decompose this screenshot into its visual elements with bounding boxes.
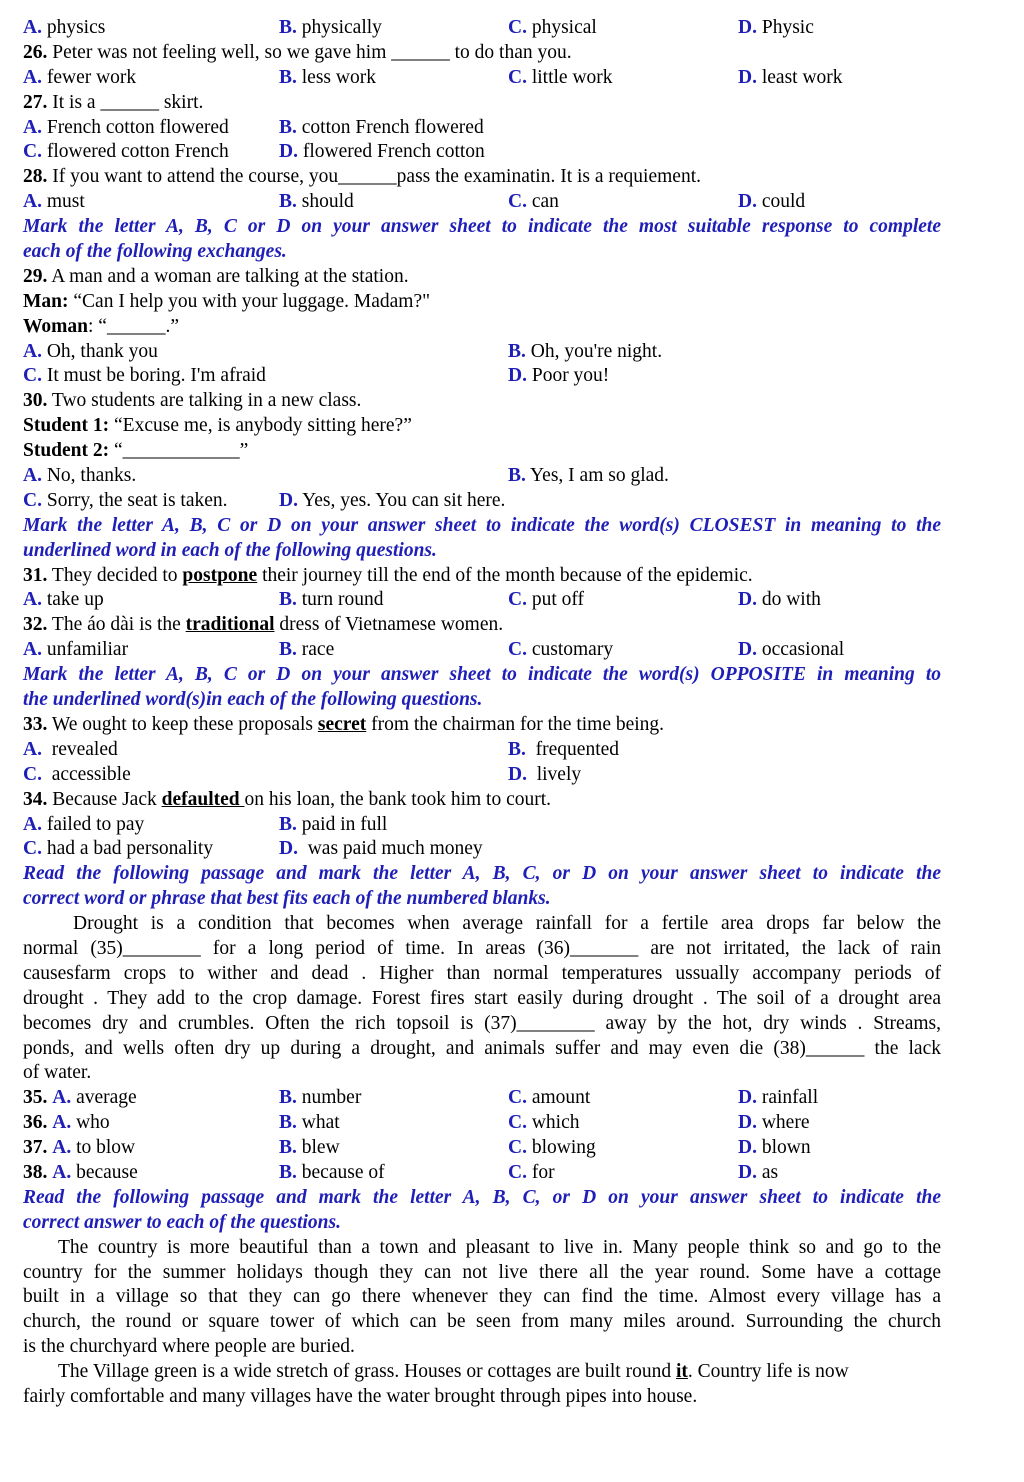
option-letter: C. bbox=[508, 1112, 527, 1134]
q31-text-post: their journey till the end of the month because of the epidemic. bbox=[262, 564, 753, 586]
q30-options-row2 bbox=[23, 489, 941, 514]
option-letter: C. bbox=[508, 191, 527, 213]
q34-text-pre: Because Jack bbox=[52, 788, 157, 810]
q26-text: Peter was not feeling well, so we gave him ______ to do than you. bbox=[52, 41, 572, 63]
q29-dialogue-man bbox=[23, 290, 941, 315]
q28-option-d: could bbox=[761, 191, 806, 213]
passage2-line: church, the round or square tower of which can be seen from many miles around. Surrounding the church bbox=[23, 1311, 941, 1333]
q33-underlined-word: secret bbox=[317, 713, 367, 735]
q30-student2-line: “____________” bbox=[114, 440, 249, 462]
passage1-line: Drought is a condition that becomes when average rainfall for a fertile area drops far below the bbox=[73, 913, 941, 935]
option-letter: D. bbox=[738, 191, 757, 213]
option-letter: B. bbox=[279, 191, 297, 213]
exam-page bbox=[23, 16, 941, 1410]
option-letter: A. bbox=[23, 116, 42, 138]
q27-stem bbox=[23, 91, 941, 116]
option-letter: B. bbox=[279, 1161, 297, 1183]
q29-stem bbox=[23, 265, 941, 290]
question-number: 34. bbox=[23, 788, 48, 810]
q34-options-row1 bbox=[23, 813, 941, 838]
q27-text: It is a ______ skirt. bbox=[52, 91, 204, 113]
q33-option-d: lively bbox=[536, 763, 582, 785]
q27-option-d: flowered French cotton bbox=[302, 141, 485, 163]
speaker-label: Man: bbox=[23, 290, 69, 312]
option-letter: A. bbox=[23, 589, 42, 611]
q36-options bbox=[23, 1111, 941, 1136]
instruction-passage1-line1: Read the following passage and mark the letter A, B, C, or D on your answer sheet to indicate the bbox=[23, 863, 941, 885]
q32-underlined-word: traditional bbox=[185, 614, 275, 636]
option-letter: A. bbox=[23, 465, 42, 487]
q31-stem bbox=[23, 564, 941, 589]
q25-option-d: Physic bbox=[761, 17, 814, 38]
q35-options bbox=[23, 1086, 941, 1111]
q32-option-a: unfamiliar bbox=[46, 639, 129, 661]
q32-stem bbox=[23, 613, 941, 638]
q28-options bbox=[23, 190, 941, 215]
question-number: 26. bbox=[23, 41, 48, 63]
option-letter: D. bbox=[738, 1087, 757, 1109]
q31-options bbox=[23, 588, 941, 613]
option-letter: A. bbox=[23, 738, 42, 760]
option-letter: B. bbox=[279, 17, 297, 38]
option-letter: A. bbox=[23, 340, 42, 362]
option-letter: C. bbox=[23, 365, 42, 387]
instruction-passage2-line2: correct answer to each of the questions. bbox=[23, 1211, 341, 1233]
question-number: 38. bbox=[23, 1161, 48, 1183]
passage1-line: becomes dry and crumbles. Often the rich topsoil is (37)________ away by the hot, dry winds . Streams, bbox=[23, 1012, 941, 1034]
q31-underlined-word: postpone bbox=[182, 564, 258, 586]
q32-option-b: race bbox=[301, 639, 335, 661]
option-letter: A. bbox=[52, 1112, 72, 1134]
q26-option-c: little work bbox=[531, 66, 613, 88]
q34-option-b: paid in full bbox=[301, 813, 388, 835]
option-letter: C. bbox=[23, 141, 42, 163]
q33-text-pre: We ought to keep these proposals bbox=[51, 713, 313, 735]
q34-stem bbox=[23, 788, 941, 813]
q30-option-a: No, thanks. bbox=[46, 465, 137, 487]
question-number: 28. bbox=[23, 166, 48, 188]
q28-text: If you want to attend the course, you______pass the examinatin. It is a requiement. bbox=[52, 166, 701, 188]
q35-option-a: average bbox=[76, 1087, 137, 1109]
instruction-closest-line1: Mark the letter A, B, C or D on your answer sheet to indicate the word(s) CLOSEST in meaning to the bbox=[23, 514, 941, 536]
passage2b-pre: The Village green is a wide stretch of grass. Houses or cottages are built round bbox=[58, 1361, 672, 1383]
option-letter: C. bbox=[508, 589, 527, 611]
q34-text-post: on his loan, the bank took him to court. bbox=[244, 788, 552, 810]
q26-options bbox=[23, 66, 941, 91]
passage2b-post: . Country life is now bbox=[687, 1361, 849, 1383]
q38-option-d: as bbox=[761, 1161, 779, 1183]
passage2-line: country for the summer holidays though they can not live there all the year round. Some have a cottage bbox=[23, 1261, 941, 1283]
option-letter: A. bbox=[23, 813, 42, 835]
option-letter: B. bbox=[508, 340, 526, 362]
q29-text: A man and a woman are talking at the station. bbox=[51, 265, 409, 287]
q29-man-line: “Can I help you with your luggage. Madam?" bbox=[73, 290, 431, 312]
q28-option-b: should bbox=[301, 191, 354, 213]
q36-option-a: who bbox=[76, 1112, 110, 1134]
q31-option-c: put off bbox=[531, 589, 585, 611]
option-letter: D. bbox=[279, 489, 298, 511]
q38-option-c: for bbox=[531, 1161, 555, 1183]
option-letter: B. bbox=[279, 1137, 297, 1159]
q33-option-a: revealed bbox=[51, 738, 118, 760]
q33-option-b: frequented bbox=[535, 738, 620, 760]
question-number: 36. bbox=[23, 1112, 48, 1134]
q33-option-c: accessible bbox=[51, 763, 131, 785]
q27-option-a: French cotton flowered bbox=[46, 116, 229, 138]
option-letter: A. bbox=[23, 17, 42, 38]
speaker-label: Student 2: bbox=[23, 440, 110, 462]
question-number: 29. bbox=[23, 265, 48, 287]
q32-text-post: dress of Vietnamese women. bbox=[279, 614, 504, 636]
q32-options bbox=[23, 638, 941, 663]
instruction-closest-line2: underlined word in each of the following questions. bbox=[23, 539, 437, 561]
option-letter: C. bbox=[508, 639, 527, 661]
passage1-line: of water. bbox=[23, 1062, 92, 1084]
option-letter: B. bbox=[508, 465, 526, 487]
question-number: 30. bbox=[23, 390, 48, 412]
passage2-paragraph2-line1 bbox=[23, 1360, 941, 1385]
q31-option-d: do with bbox=[761, 589, 821, 611]
option-letter: A. bbox=[23, 66, 42, 88]
q30-option-b: Yes, I am so glad. bbox=[530, 465, 669, 487]
q25-option-b: physically bbox=[301, 17, 382, 38]
q29-option-a: Oh, thank you bbox=[46, 340, 158, 362]
option-letter: B. bbox=[279, 813, 297, 835]
speaker-label: Woman bbox=[23, 315, 89, 337]
question-number: 27. bbox=[23, 91, 48, 113]
option-letter: D. bbox=[738, 1112, 757, 1134]
q31-option-a: take up bbox=[46, 589, 104, 611]
q30-options-row1 bbox=[23, 464, 941, 489]
q33-options-row2 bbox=[23, 763, 941, 788]
instruction-passage2-line1: Read the following passage and mark the letter A, B, C, or D on your answer sheet to indicate the bbox=[23, 1186, 941, 1208]
q29-option-c: It must be boring. I'm afraid bbox=[46, 365, 266, 387]
q30-option-d: Yes, yes. You can sit here. bbox=[302, 489, 506, 511]
q27-option-c: flowered cotton French bbox=[46, 141, 229, 163]
option-letter: D. bbox=[279, 141, 298, 163]
q37-option-d: blown bbox=[761, 1137, 811, 1159]
passage1-line: normal (35)________ for a long period of time. In areas (36)_______ are not irritated, the lack of rain bbox=[23, 937, 941, 959]
passage1-line: drought . They add to the crop damage. Forest fires start easily during drought . The soil of a drought area bbox=[23, 987, 941, 1009]
q30-text: Two students are talking in a new class. bbox=[51, 390, 362, 412]
q29-woman-line: : “______.” bbox=[88, 315, 179, 337]
passage1-line: causesfarm crops to wither and dead . Higher than normal temperatures ussually accompany periods of bbox=[23, 962, 941, 984]
instruction-exchanges-line1: Mark the letter A, B, C or D on your answer sheet to indicate the most suitable response to complete bbox=[23, 216, 941, 238]
q30-student1-line: “Excuse me, is anybody sitting here?” bbox=[114, 415, 412, 437]
q25-options bbox=[23, 16, 941, 41]
option-letter: C. bbox=[508, 17, 527, 38]
q26-option-b: less work bbox=[301, 66, 376, 88]
q33-text-post: from the chairman for the time being. bbox=[371, 713, 665, 735]
question-number: 32. bbox=[23, 614, 48, 636]
option-letter: C. bbox=[508, 1161, 527, 1183]
q30-dialogue-student1 bbox=[23, 414, 941, 439]
q29-option-b: Oh, you're night. bbox=[530, 340, 663, 362]
passage2b-underlined-word: it bbox=[675, 1361, 688, 1383]
q38-options bbox=[23, 1161, 941, 1186]
q34-option-c: had a bad personality bbox=[46, 838, 214, 860]
q33-stem bbox=[23, 713, 941, 738]
option-letter: A. bbox=[52, 1161, 72, 1183]
q34-underlined-word: defaulted bbox=[161, 788, 245, 810]
q31-option-b: turn round bbox=[301, 589, 384, 611]
q36-option-b: what bbox=[301, 1112, 340, 1134]
q26-stem bbox=[23, 41, 941, 66]
q29-option-d: Poor you! bbox=[531, 365, 610, 387]
option-letter: D. bbox=[508, 763, 527, 785]
option-letter: A. bbox=[52, 1137, 72, 1159]
option-letter: B. bbox=[279, 1112, 297, 1134]
option-letter: D. bbox=[738, 66, 757, 88]
option-letter: C. bbox=[508, 1087, 527, 1109]
q38-option-a: because bbox=[76, 1161, 138, 1183]
q28-option-a: must bbox=[46, 191, 85, 213]
option-letter: B. bbox=[279, 116, 297, 138]
q34-options-row2 bbox=[23, 837, 941, 862]
q28-option-c: can bbox=[531, 191, 559, 213]
q34-option-a: failed to pay bbox=[46, 813, 145, 835]
passage2-line: built in a village so that they can go there whenever they can find the time. Almost every village has a bbox=[23, 1286, 941, 1308]
instruction-opposite-line2: the underlined word(s)in each of the following questions. bbox=[23, 689, 483, 711]
option-letter: A. bbox=[23, 639, 42, 661]
instruction-passage1-line2: correct word or phrase that best fits each of the numbered blanks. bbox=[23, 888, 551, 910]
instruction-opposite-line1: Mark the letter A, B, C or D on your answer sheet to indicate the word(s) OPPOSITE in meaning to bbox=[23, 664, 941, 686]
q37-option-c: blowing bbox=[531, 1137, 596, 1159]
q37-option-b: blew bbox=[301, 1137, 340, 1159]
option-letter: D. bbox=[738, 1161, 757, 1183]
instruction-exchanges-line2: each of the following exchanges. bbox=[23, 241, 287, 263]
q30-option-c: Sorry, the seat is taken. bbox=[46, 489, 228, 511]
option-letter: D. bbox=[508, 365, 527, 387]
option-letter: B. bbox=[279, 1087, 297, 1109]
passage2-paragraph2-line2: fairly comfortable and many villages have the water brought through pipes into house. bbox=[23, 1385, 698, 1407]
option-letter: C. bbox=[508, 1137, 527, 1159]
q29-options-row1 bbox=[23, 340, 941, 365]
q35-option-c: amount bbox=[531, 1087, 591, 1109]
q25-option-c: physical bbox=[531, 17, 597, 38]
question-number: 35. bbox=[23, 1087, 48, 1109]
q35-option-b: number bbox=[301, 1087, 362, 1109]
option-letter: C. bbox=[23, 763, 42, 785]
question-number: 33. bbox=[23, 713, 48, 735]
q29-dialogue-woman bbox=[23, 315, 941, 340]
option-letter: D. bbox=[279, 838, 298, 860]
q32-text-pre: The áo dài is the bbox=[51, 614, 181, 636]
q36-option-d: where bbox=[761, 1112, 810, 1134]
option-letter: D. bbox=[738, 17, 757, 38]
question-number: 37. bbox=[23, 1137, 48, 1159]
option-letter: D. bbox=[738, 1137, 757, 1159]
q30-stem bbox=[23, 389, 941, 414]
option-letter: B. bbox=[279, 66, 297, 88]
q34-option-d: was paid much money bbox=[307, 838, 483, 860]
option-letter: D. bbox=[738, 589, 757, 611]
q27-options-row1 bbox=[23, 116, 941, 141]
q32-option-d: occasional bbox=[761, 639, 845, 661]
option-letter: B. bbox=[279, 589, 297, 611]
passage2-line: The country is more beautiful than a town and pleasant to live in. Many people think so and go to the bbox=[58, 1236, 941, 1258]
q27-options-row2 bbox=[23, 140, 941, 165]
option-letter: B. bbox=[279, 639, 297, 661]
q36-option-c: which bbox=[531, 1112, 580, 1134]
q26-option-d: least work bbox=[761, 66, 843, 88]
q37-option-a: to blow bbox=[76, 1137, 136, 1159]
q30-dialogue-student2 bbox=[23, 439, 941, 464]
option-letter: D. bbox=[738, 639, 757, 661]
q28-stem bbox=[23, 165, 941, 190]
q38-option-b: because of bbox=[301, 1161, 385, 1183]
option-letter: C. bbox=[508, 66, 527, 88]
option-letter: C. bbox=[23, 838, 42, 860]
q25-option-a: physics bbox=[46, 17, 106, 38]
q33-options-row1 bbox=[23, 738, 941, 763]
option-letter: A. bbox=[52, 1087, 72, 1109]
option-letter: B. bbox=[508, 738, 526, 760]
question-number: 31. bbox=[23, 564, 48, 586]
q26-option-a: fewer work bbox=[46, 66, 137, 88]
q31-text-pre: They decided to bbox=[51, 564, 178, 586]
q32-option-c: customary bbox=[531, 639, 614, 661]
speaker-label: Student 1: bbox=[23, 415, 110, 437]
q29-options-row2 bbox=[23, 364, 941, 389]
q27-option-b: cotton French flowered bbox=[301, 116, 484, 138]
q35-option-d: rainfall bbox=[761, 1087, 819, 1109]
option-letter: C. bbox=[23, 489, 42, 511]
passage1-line: ponds, and wells often dry up during a drought, and animals suffer and may even die (38)______ the lack bbox=[23, 1037, 941, 1059]
passage2-line: is the churchyard where people are buried. bbox=[23, 1336, 355, 1358]
q37-options bbox=[23, 1136, 941, 1161]
option-letter: A. bbox=[23, 191, 42, 213]
